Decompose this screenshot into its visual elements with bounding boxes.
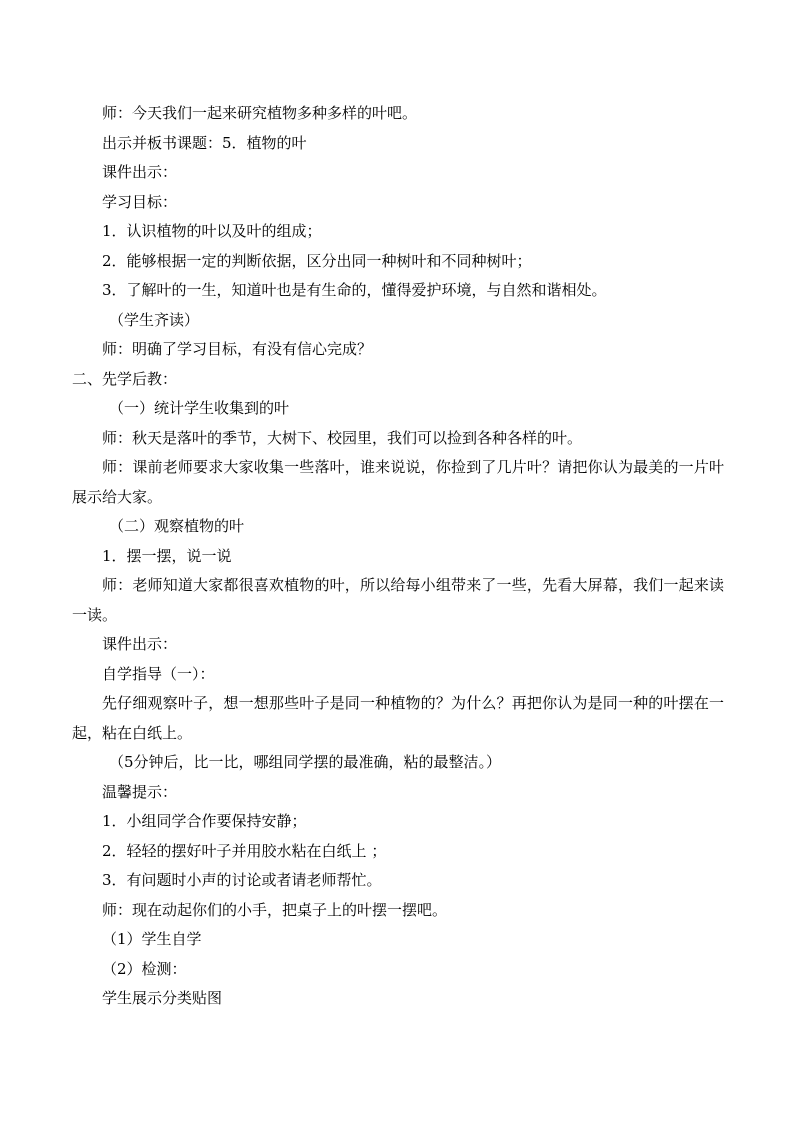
- paragraph: 学习目标：: [102, 192, 178, 211]
- paragraph: 1．小组同学合作要保持安静；: [102, 812, 307, 830]
- paragraph: 自学指导（一）：: [102, 664, 215, 683]
- paragraph: 学生展示分类贴图: [102, 989, 223, 1007]
- paragraph: 师：秋天是落叶的季节，大树下、校园里，我们可以捡到各种各样的叶。: [102, 428, 583, 447]
- paragraph: 3．有问题时小声的讨论或者请老师帮忙。: [102, 871, 382, 889]
- paragraph: 课件出示：: [102, 163, 178, 181]
- paragraph: 1．摆一摆，说一说: [102, 546, 232, 565]
- paragraph: 师：老师知道大家都很喜欢植物的叶，所以给每小组带来了一些，先看大屏幕，我们一起来读一读。: [72, 576, 724, 624]
- paragraph: 先仔细观察叶子，想一想那些叶子是同一种植物的？为什么？再把你认为是同一种的叶摆在一起，粘在白纸上。: [72, 694, 724, 742]
- paragraph: 师：今天我们一起来研究植物多种多样的叶吧。: [102, 104, 418, 122]
- paragraph: 出示并板书课题：5．植物的叶: [102, 133, 307, 152]
- paragraph: 1．认识植物的叶以及叶的组成；: [102, 222, 322, 240]
- document-body: [72, 99, 724, 1014]
- paragraph: 师：现在动起你们的小手，把桌子上的叶摆一摆吧。: [102, 900, 448, 919]
- subsection-heading: （一）统计学生收集到的叶: [109, 399, 290, 417]
- paragraph: 师：明确了学习目标，有没有信心完成？: [102, 340, 373, 358]
- section-heading: 二、先学后教：: [72, 369, 178, 388]
- paragraph: （学生齐读）: [109, 310, 200, 329]
- paragraph: （1）学生自学: [102, 930, 202, 948]
- subsection-heading: （二）观察植物的叶: [109, 517, 245, 535]
- paragraph: 温馨提示：: [102, 782, 178, 801]
- paragraph: 2．轻轻的摆好叶子并用胶水粘在白纸上 ；: [102, 841, 387, 860]
- paragraph: （5分钟后，比一比，哪组同学摆的最准确，粘的最整洁。）: [109, 753, 502, 771]
- paragraph: 2．能够根据一定的判断依据，区分出同一种树叶和不同种树叶；: [102, 251, 532, 270]
- paragraph: 课件出示：: [102, 635, 178, 653]
- paragraph: 师：课前老师要求大家收集一些落叶，谁来说说，你捡到了几片叶？请把你认为最美的一片叶展示给大家。: [72, 458, 724, 506]
- paragraph: （2）检测：: [102, 959, 187, 978]
- paragraph: 3．了解叶的一生，知道叶也是有生命的，懂得爱护环境，与自然和谐相处。: [102, 281, 607, 299]
